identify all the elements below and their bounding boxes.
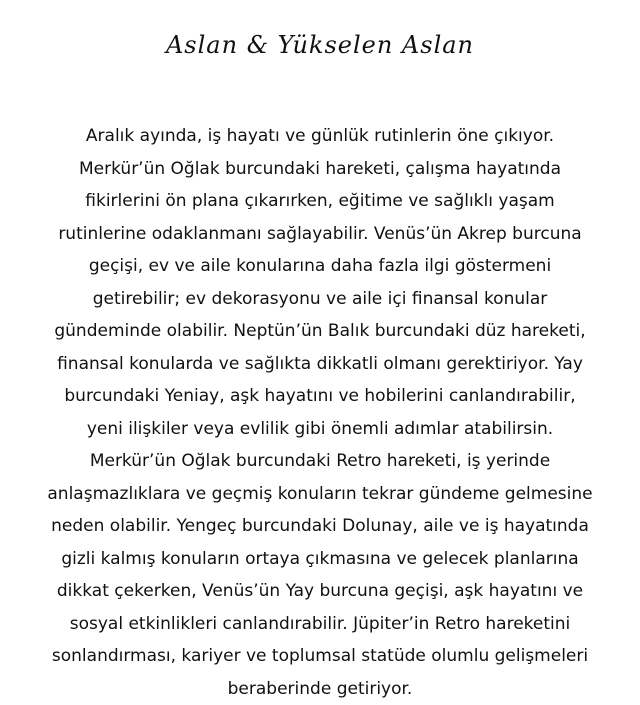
paragraph-line: neden olabilir. Yengeç burcundaki Dolunay, aile ve iş hayatında: [6, 510, 634, 543]
horoscope-paragraph: [0, 120, 640, 705]
paragraph-line: fikirlerini ön plana çıkarırken, eğitime ve sağlıklı yaşam: [6, 185, 634, 218]
paragraph-line: sonlandırması, kariyer ve toplumsal statüde olumlu gelişmeleri: [6, 640, 634, 673]
paragraph-line: sosyal etkinlikleri canlandırabilir. Jüpiter’in Retro hareketini: [6, 608, 634, 641]
paragraph-line: Aralık ayında, iş hayatı ve günlük rutinlerin öne çıkıyor.: [6, 120, 634, 153]
paragraph-line: Merkür’ün Oğlak burcundaki hareketi, çalışma hayatında: [6, 153, 634, 186]
paragraph-line: getirebilir; ev dekorasyonu ve aile içi finansal konular: [6, 283, 634, 316]
paragraph-line: burcundaki Yeniay, aşk hayatını ve hobilerini canlandırabilir,: [6, 380, 634, 413]
paragraph-line: geçişi, ev ve aile konularına daha fazla ilgi göstermeni: [6, 250, 634, 283]
page-title: Aslan & Yükselen Aslan: [0, 14, 640, 76]
paragraph-line: beraberinde getiriyor.: [6, 673, 634, 705]
paragraph-line: rutinlerine odaklanmanı sağlayabilir. Venüs’ün Akrep burcuna: [6, 218, 634, 251]
title-spacer: [0, 76, 640, 120]
paragraph-line: anlaşmazlıklara ve geçmiş konuların tekrar gündeme gelmesine: [6, 478, 634, 511]
paragraph-line: finansal konularda ve sağlıkta dikkatli olmanı gerektiriyor. Yay: [6, 348, 634, 381]
paragraph-line: dikkat çekerken, Venüs’ün Yay burcuna geçişi, aşk hayatını ve: [6, 575, 634, 608]
paragraph-line: gündeminde olabilir. Neptün’ün Balık burcundaki düz hareketi,: [6, 315, 634, 348]
paragraph-line: gizli kalmış konuların ortaya çıkmasına ve gelecek planlarına: [6, 543, 634, 576]
paragraph-line: Merkür’ün Oğlak burcundaki Retro hareketi, iş yerinde: [6, 445, 634, 478]
paragraph-line: yeni ilişkiler veya evlilik gibi önemli adımlar atabilirsin.: [6, 413, 634, 446]
